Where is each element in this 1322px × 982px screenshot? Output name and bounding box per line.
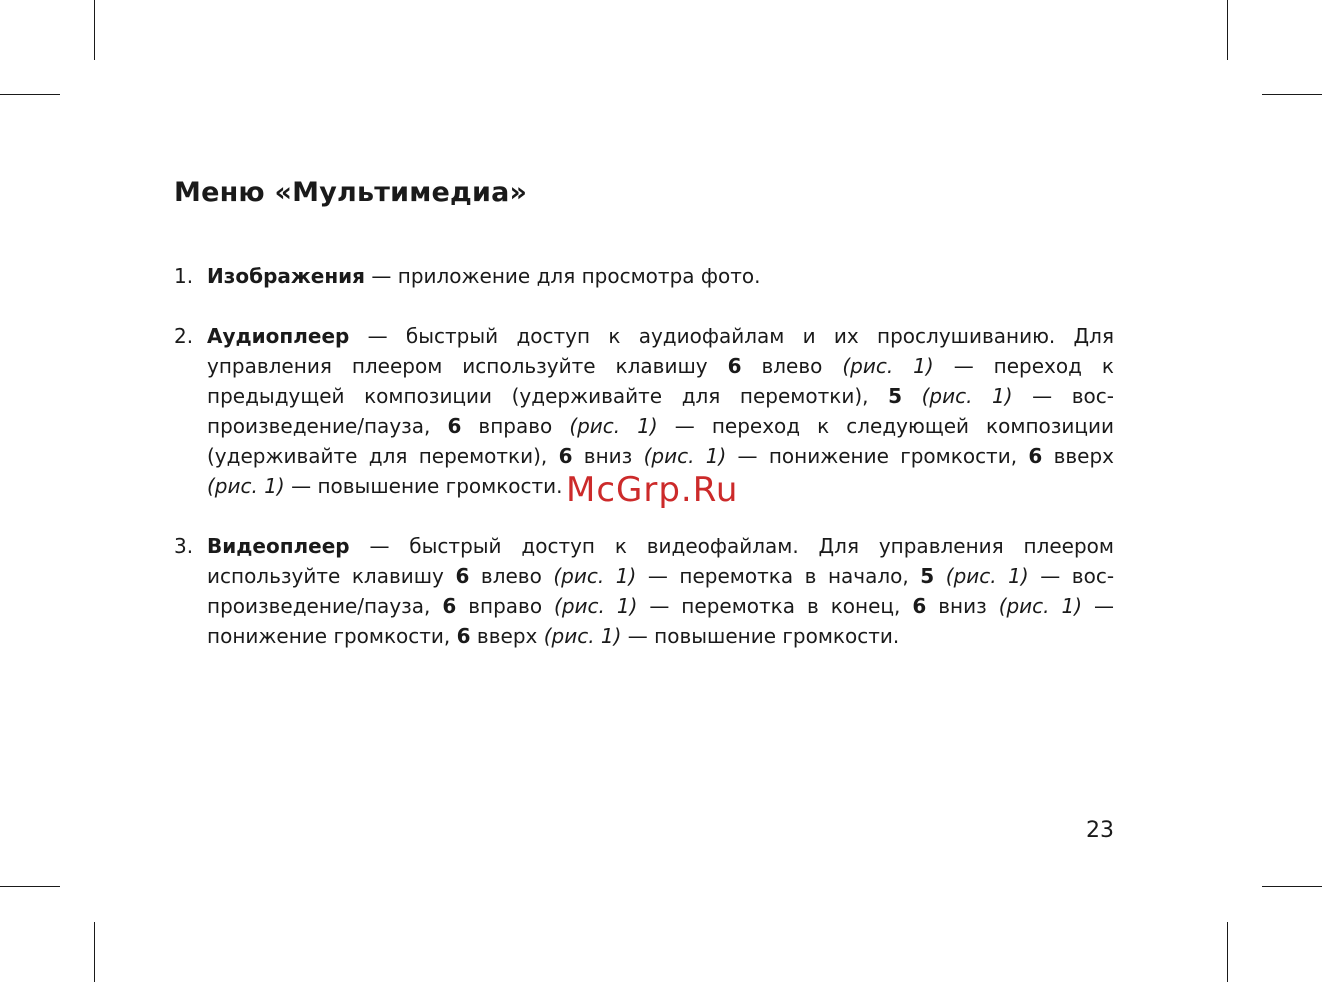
list-item-number: 3. bbox=[174, 534, 194, 558]
text-run: — понижение громкости, bbox=[726, 444, 1029, 468]
crop-mark-bottom-left-horizontal bbox=[0, 886, 60, 887]
crop-mark-bottom-left-vertical bbox=[94, 922, 95, 982]
bold-text: 6 bbox=[727, 354, 742, 378]
bold-text: 6 bbox=[1028, 444, 1043, 468]
text-run: вниз bbox=[926, 594, 999, 618]
italic-text: (рис. 1) bbox=[207, 474, 285, 498]
text-run: влево bbox=[741, 354, 843, 378]
page-number: 23 bbox=[1086, 818, 1114, 843]
italic-text: (рис. 1) bbox=[945, 564, 1029, 588]
list-item-number: 1. bbox=[174, 264, 194, 288]
list-item-images bbox=[174, 261, 1114, 291]
page-title: Меню «Мультимедиа» bbox=[174, 177, 528, 208]
text-run: — повышение громкости. bbox=[621, 624, 900, 648]
italic-text: (рис. 1) bbox=[998, 594, 1083, 618]
bold-text: 5 bbox=[920, 564, 935, 588]
text-run: — понижение громкости, bbox=[207, 594, 1114, 648]
text-run: вверх bbox=[1042, 444, 1114, 468]
watermark: McGrp.Ru bbox=[566, 470, 739, 510]
bold-text: 6 bbox=[447, 414, 462, 438]
crop-mark-bottom-right-vertical bbox=[1227, 922, 1228, 982]
italic-text: (рис. 1) bbox=[643, 444, 727, 468]
crop-mark-top-right-vertical bbox=[1227, 0, 1228, 60]
page-content bbox=[174, 168, 1114, 681]
crop-mark-bottom-right-horizontal bbox=[1262, 886, 1322, 887]
crop-mark-top-left-horizontal bbox=[0, 94, 60, 95]
text-run: вправо bbox=[456, 594, 555, 618]
list-item-video-player bbox=[174, 531, 1114, 651]
bold-text: Изображения bbox=[207, 264, 366, 288]
text-run: вправо bbox=[461, 414, 570, 438]
bold-text: 5 bbox=[888, 384, 903, 408]
text-run: вверх bbox=[470, 624, 544, 648]
bold-text: 6 bbox=[442, 594, 457, 618]
bold-text: 6 bbox=[455, 564, 470, 588]
list-item-number: 2. bbox=[174, 324, 194, 348]
list-item-text bbox=[207, 264, 760, 288]
italic-text: (рис. 1) bbox=[553, 564, 637, 588]
text-run: — приложение для просмотра фото. bbox=[365, 264, 761, 288]
text-run: — воспроизведение/пауза, bbox=[207, 564, 1115, 618]
crop-mark-top-left-vertical bbox=[94, 0, 95, 60]
bold-text: 6 bbox=[456, 624, 471, 648]
text-run: влево bbox=[469, 564, 554, 588]
text-run: — переход к следующей композиции (удерживайте для перемотки), bbox=[207, 414, 1114, 468]
text-run: — быстрый доступ к видеофайлам. Для управления плеером используйте клавишу bbox=[207, 534, 1114, 588]
text-run: — перемотка в начало, bbox=[636, 564, 921, 588]
italic-text: (рис. 1) bbox=[543, 624, 622, 648]
text-run: — воспроизведение/пауза, bbox=[207, 384, 1115, 438]
text-run bbox=[934, 564, 946, 588]
italic-text: (рис. 1) bbox=[569, 414, 658, 438]
bold-text: 6 bbox=[558, 444, 573, 468]
italic-text: (рис. 1) bbox=[554, 594, 638, 618]
text-run bbox=[902, 384, 922, 408]
italic-text: (рис. 1) bbox=[842, 354, 934, 378]
text-run: — перемотка в конец, bbox=[637, 594, 913, 618]
text-run: — повышение громкости. bbox=[284, 474, 563, 498]
italic-text: (рис. 1) bbox=[921, 384, 1013, 408]
bold-text: Аудиоплеер bbox=[207, 324, 350, 348]
text-run: — быстрый доступ к аудиофайлам и их прослушиванию. Для управления плеером используйте клавишу bbox=[207, 324, 1114, 378]
crop-mark-top-right-horizontal bbox=[1262, 94, 1322, 95]
text-run: вниз bbox=[572, 444, 644, 468]
text-run: — переход к предыдущей композиции (удерживайте для перемотки), bbox=[207, 354, 1115, 408]
list-item-text bbox=[207, 534, 1114, 648]
bold-text: Видеоплеер bbox=[207, 534, 350, 558]
bold-text: 6 bbox=[912, 594, 927, 618]
